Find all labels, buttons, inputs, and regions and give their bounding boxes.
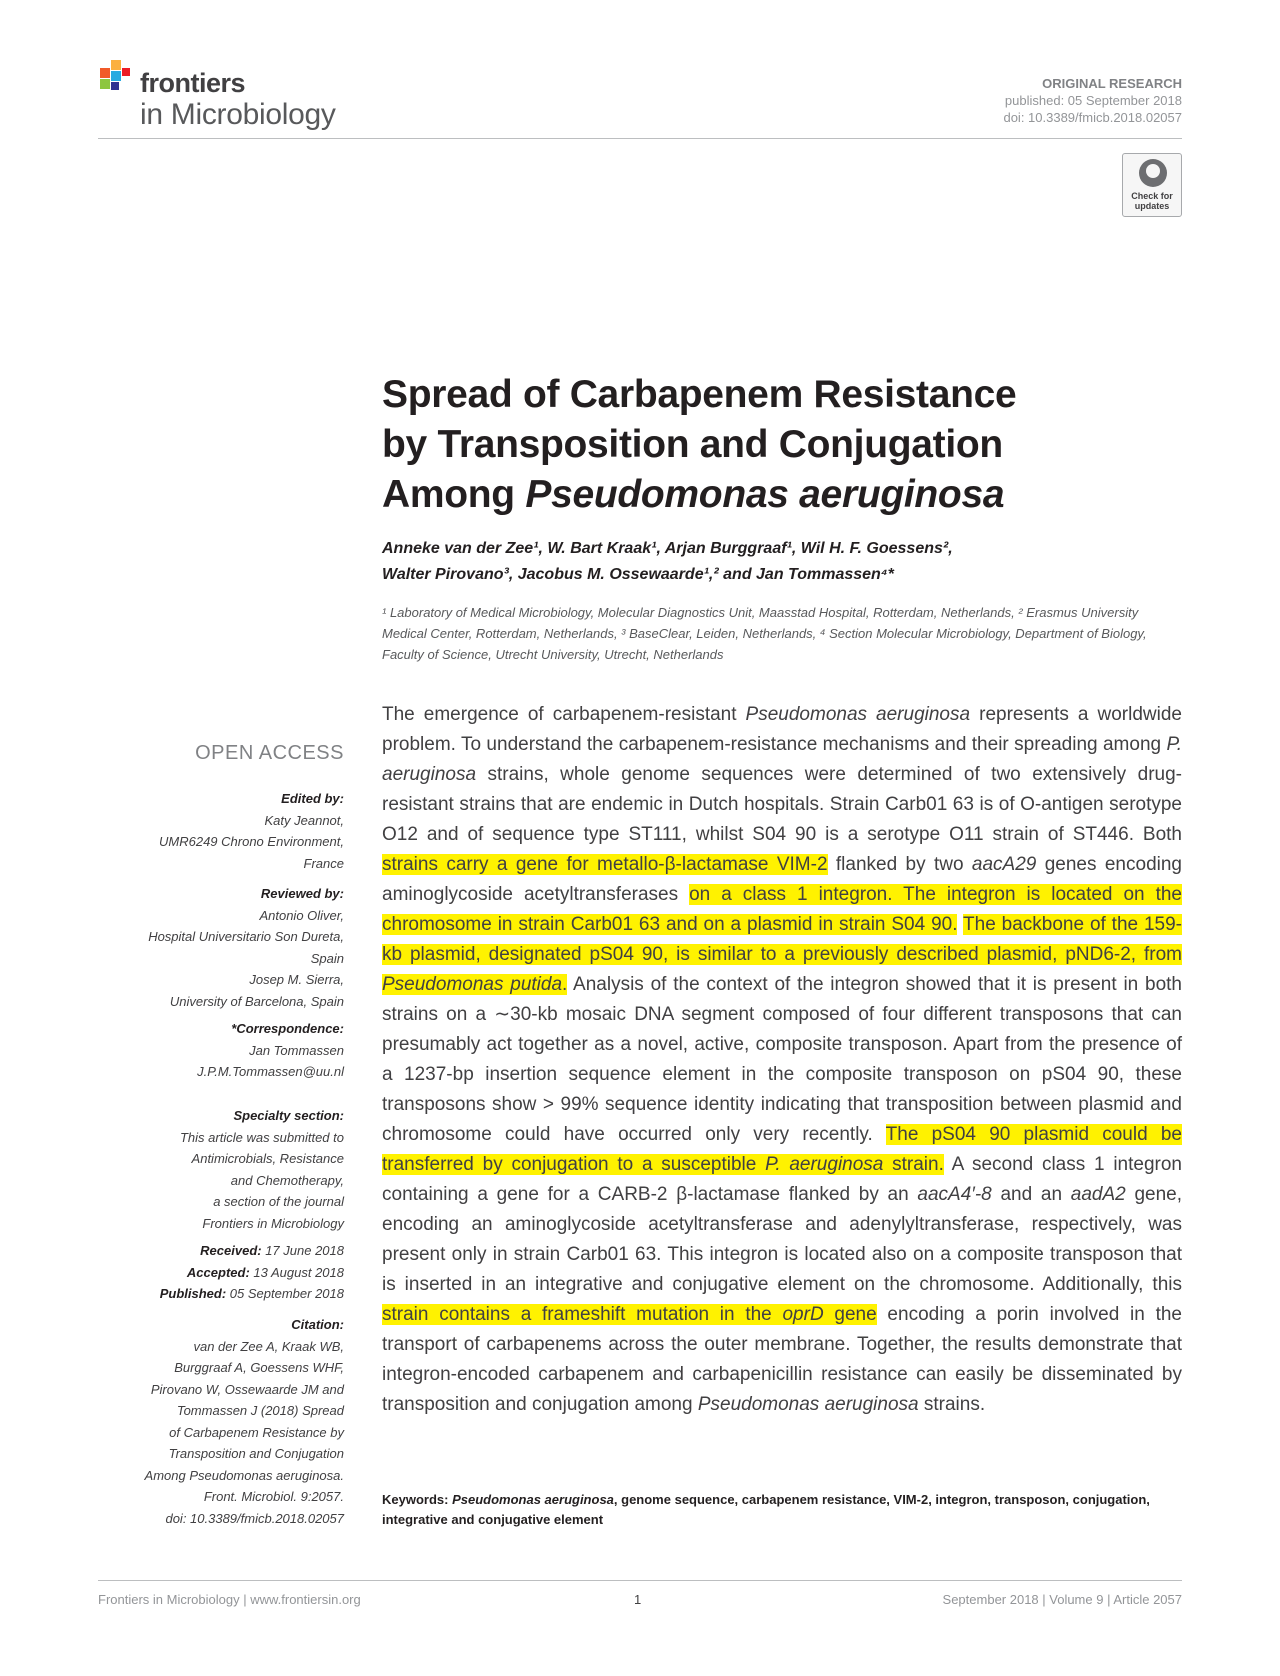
title-line2: by Transposition and Conjugation	[382, 423, 1003, 466]
badge-line1: Check for	[1131, 191, 1173, 201]
accepted-label: Accepted:	[186, 1264, 250, 1280]
abstract-highlight-italic: P. aeruginosa	[765, 1154, 884, 1175]
citation-label: Citation:	[291, 1317, 344, 1332]
specialty-label: Specialty section:	[233, 1108, 344, 1123]
received-date	[98, 1240, 344, 1262]
reviewer-line: Spain	[310, 950, 344, 966]
accepted-value: 13 August 2018	[249, 1264, 344, 1280]
abstract-italic: Pseudomonas aeruginosa	[745, 704, 971, 725]
abstract-highlight-italic: Pseudomonas putida	[382, 974, 563, 995]
published-value: 05 September 2018	[226, 1286, 344, 1301]
abstract-italic: aacA4′-8	[917, 1184, 992, 1205]
reviewed-by-block	[98, 883, 344, 1012]
abstract-text: flanked by two	[827, 854, 972, 875]
check-updates-icon	[1139, 159, 1167, 187]
badge-line2: updates	[1134, 201, 1170, 211]
abstract-highlight-text: strain contains a frameshift mutation in the	[382, 1304, 783, 1325]
received-value: 17 June 2018	[261, 1243, 344, 1258]
title-line1: Spread of Carbapenem Resistance	[382, 373, 1017, 416]
citation-line: Transposition and Conjugation	[168, 1446, 344, 1461]
abstract-highlight: strains carry a gene for metallo-β-lactamase VIM-2	[382, 854, 828, 875]
journal-name-line2: in Microbiology	[140, 98, 336, 131]
header-divider	[98, 138, 1182, 139]
editor-line: Katy Jeannot,	[264, 812, 344, 828]
abstract-italic: P. aeruginosa	[382, 734, 1182, 785]
reviewed-by-label: Reviewed by:	[260, 886, 344, 901]
keyword-italic: Pseudomonas aeruginosa	[452, 1492, 614, 1507]
reviewer-line: Antonio Oliver,	[259, 907, 344, 923]
abstract-italic: aacA29	[971, 854, 1037, 875]
correspondence-email[interactable]: J.P.M.Tommassen@uu.nl	[197, 1064, 344, 1079]
specialty-section-block	[98, 1105, 344, 1234]
citation-line: doi: 10.3389/fmicb.2018.02057	[165, 1510, 344, 1526]
citation-line: Front. Microbiol. 9:2057.	[203, 1489, 344, 1504]
abstract-highlight-text: The pS04 90 plasmid could be transferred by conjugation to a susceptible	[382, 1124, 1182, 1175]
authors-line1: Anneke van der Zee¹, W. Bart Kraak¹, Arjan Burggraaf¹, Wil H. F. Goessens²,	[382, 540, 953, 557]
abstract-text: The emergence of carbapenem-resistant	[382, 704, 746, 725]
specialty-line: Frontiers in Microbiology	[202, 1215, 344, 1231]
specialty-line: and Chemotherapy,	[230, 1172, 344, 1188]
footer-issue: September 2018 | Volume 9 | Article 2057	[942, 1592, 1182, 1607]
citation-line: Burggraaf A, Goessens WHF,	[174, 1360, 344, 1375]
article-title	[382, 370, 1172, 520]
abstract-italic: aadA2	[1070, 1184, 1126, 1205]
citation-block	[98, 1314, 344, 1529]
citation-line: Among Pseudomonas aeruginosa.	[144, 1467, 344, 1483]
authors-line2: Walter Pirovano³, Jacobus M. Ossewaarde¹,² and Jan Tommassen⁴*	[382, 566, 894, 583]
abstract-highlight-text: strain.	[883, 1154, 944, 1175]
edited-by-label: Edited by:	[281, 791, 344, 806]
abstract-text: encoding a porin involved in the transport of carbapenems across the outer membrane. Together, the results demonstrate that integron-encoded carbapenem and carbapenicillin resistance can easily be disseminated by transposition and conjugation among	[382, 1304, 1182, 1415]
citation-line: Pirovano W, Ossewaarde JM and	[150, 1381, 344, 1397]
abstract-italic: Pseudomonas aeruginosa	[697, 1394, 919, 1415]
abstract-text: represents a worldwide problem. To understand the carbapenem-resistance mechanisms and their spreading among	[382, 704, 1183, 755]
abstract-text: strains.	[918, 1394, 986, 1415]
received-label: Received:	[200, 1243, 262, 1258]
specialty-line: This article was submitted to	[179, 1129, 344, 1145]
reviewer-line: Hospital Universitario Son Dureta,	[148, 929, 344, 944]
journal-name-line1: frontiers	[140, 68, 246, 98]
correspondence-block	[98, 1018, 344, 1083]
title-line3	[382, 470, 1172, 520]
abstract-text: genes encoding aminoglycoside acetyltransferases	[382, 854, 1182, 905]
abstract-text: A second class 1 integron containing a gene for a CARB-2 β-lactamase flanked by an	[382, 1154, 1182, 1205]
specialty-line: Antimicrobials, Resistance	[191, 1151, 344, 1166]
specialty-line: a section of the journal	[213, 1194, 344, 1209]
abstract-text: strains, whole genome sequences were determined of two extensively drug-resistant strains that are endemic in Dutch hospitals. Strain Carb01 63 is of O-antigen serotype O12 and of sequence type ST111, whilst S04 90 is a serotype O11 strain of ST446. Both	[382, 764, 1182, 845]
correspondence-label: *Correspondence:	[231, 1021, 344, 1036]
footer-divider	[98, 1580, 1182, 1581]
keywords-label: Keywords:	[382, 1492, 453, 1507]
abstract-highlight-text: .	[562, 974, 568, 995]
page-number: 1	[634, 1592, 642, 1607]
abstract-highlight-italic: oprD	[782, 1304, 824, 1325]
citation-line: of Carbapenem Resistance by	[169, 1424, 344, 1440]
editor-line: France	[303, 855, 344, 871]
affiliations: ¹ Laboratory of Medical Microbiology, Molecular Diagnostics Unit, Maasstad Hospital, Rotterdam, Netherlands, ² Erasmus University Medical Center, Rotterdam, Netherlands, ³ BaseClear, Leiden, Netherlands, ⁴ Section Molecular Microbiology, Department of Biology, Faculty of Science, Utrecht University, Utrecht, Netherlands	[382, 605, 1147, 662]
editor-line: UMR6249 Chrono Environment,	[159, 834, 344, 849]
abstract-highlight	[382, 1304, 877, 1325]
abstract-highlight: on a class 1 integron. The integron is located on the chromosome in strain Carb01 63 and on a plasmid in strain S04 90.	[382, 884, 1182, 935]
abstract-text: Analysis of the context of the integron showed that it is present in both strains on a ∼30-kb mosaic DNA segment composed of four different transposons that can presumably act together as a novel, active, composite transposon. Apart from the presence of a 1237-bp insertion sequence element in the composite transposon on pS04 90, these transposons show > 99% sequence identity indicating that transposition between plasmid and chromosome could have occurred only very recently.	[382, 974, 1182, 1145]
author-list	[382, 536, 1172, 588]
footer-journal[interactable]: Frontiers in Microbiology | www.frontiersin.org	[98, 1592, 361, 1607]
published-label: Published:	[159, 1286, 227, 1301]
title-line3-plain: Among	[382, 473, 526, 516]
correspondence-name: Jan Tommassen	[249, 1042, 344, 1058]
reviewer-line: Josep M. Sierra,	[249, 972, 344, 987]
open-access-label: OPEN ACCESS	[195, 742, 344, 764]
edited-by-block	[98, 788, 344, 874]
citation-line: Tommassen J (2018) Spread	[176, 1403, 344, 1418]
abstract-text: gene, encoding an aminoglycoside acetyltransferase and adenylyltransferase, respectively, was present only in strain Carb01 63. This integron is located also on a composite transposon that is inserted in an integrative and conjugative element on the chromosome. Additionally, this	[382, 1184, 1183, 1295]
published-date: published: 05 September 2018	[1004, 93, 1182, 108]
abstract-highlight-text: The backbone of the 159-kb plasmid, designated pS04 90, is similar to a previously described plasmid, pND6-2, from	[382, 914, 1183, 965]
title-line3-italic: Pseudomonas aeruginosa	[525, 473, 1005, 516]
published-date-sidebar	[98, 1283, 344, 1305]
frontiers-logo-icon	[98, 56, 138, 96]
dates-block	[98, 1240, 344, 1305]
check-for-updates-badge[interactable]	[1122, 153, 1182, 217]
keywords	[382, 1490, 1182, 1530]
keywords-list: , genome sequence, carbapenem resistance, VIM-2, integron, transposon, conjugation, integrative and conjugative element	[382, 1492, 1150, 1527]
accepted-date	[98, 1262, 344, 1284]
abstract	[382, 700, 1182, 1420]
journal-logo	[98, 54, 358, 134]
abstract-highlight-text: gene	[823, 1304, 877, 1325]
article-type: ORIGINAL RESEARCH	[1042, 76, 1182, 91]
abstract-text: and an	[991, 1184, 1071, 1205]
doi-header: doi: 10.3389/fmicb.2018.02057	[1003, 110, 1182, 125]
citation-line: van der Zee A, Kraak WB,	[193, 1338, 344, 1354]
reviewer-line: University of Barcelona, Spain	[169, 993, 344, 1009]
